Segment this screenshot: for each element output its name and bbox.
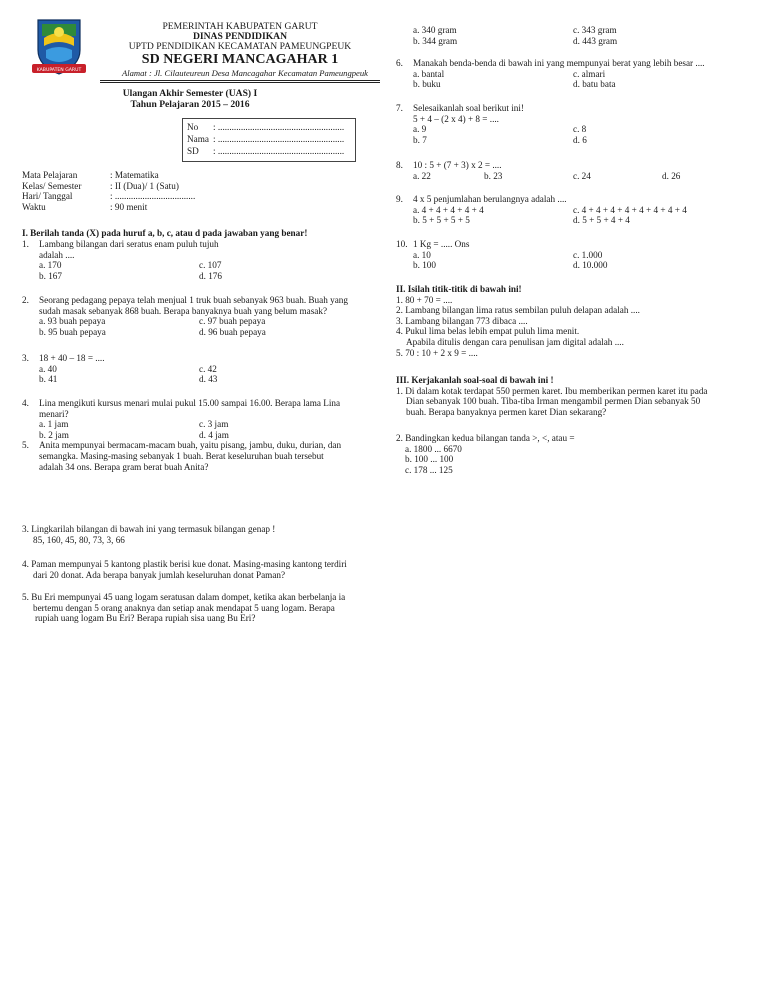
option-c[interactable]: c. 42 (199, 363, 217, 374)
option-b[interactable]: b. 7 (413, 134, 427, 145)
section-1-title: I. Berilah tanda (X) pada huruf a, b, c, atau d pada jawaban yang benar! (22, 228, 308, 238)
option-d[interactable]: d. 443 gram (573, 35, 618, 46)
option-c[interactable]: c. 8 (573, 124, 587, 135)
essay-text: 85, 160, 45, 80, 73, 3, 66 (33, 534, 125, 545)
logo-banner-text: KABUPATEN GARUT (36, 68, 82, 73)
option-b[interactable]: b. 95 buah pepaya (39, 326, 106, 337)
q-number: 7. (396, 103, 403, 113)
option-d[interactable]: d. 43 (199, 374, 218, 385)
option-b[interactable]: b. 5 + 5 + 5 + 5 (413, 215, 470, 226)
q-number: 5. (22, 440, 29, 451)
header-divider (100, 80, 380, 81)
header-department: DINAS PENDIDIKAN (192, 31, 288, 42)
q-text: Selesaikanlah soal berikut ini! (413, 103, 524, 113)
option-d[interactable]: d. 4 jam (199, 429, 229, 440)
option-a[interactable]: a. 340 gram (413, 25, 457, 35)
id-row-sd: SD : ....................................................... (187, 146, 345, 156)
exam-year: Tahun Pelajaran 2015 – 2016 (130, 99, 250, 110)
option-a[interactable]: a. bantal (413, 68, 445, 79)
id-no-field[interactable]: : ....................................................... (213, 122, 345, 132)
essay-text: a. 1800 ... 6670 (405, 443, 462, 454)
essay-5 (22, 592, 382, 624)
id-sd-field[interactable]: : ....................................................... (213, 146, 345, 156)
option-b[interactable]: b. 41 (39, 374, 58, 385)
option-c[interactable]: c. 97 buah pepaya (199, 316, 266, 327)
essay-text: 4. Paman mempunyai 5 kantong plastik berisi kue donat. Masing-masing kantong terdiri (22, 559, 347, 569)
fill-item: Apabila ditulis dengan cara penulisan jam digital adalah .... (406, 336, 624, 347)
question-6 (396, 58, 756, 90)
essay-text: c. 178 ... 125 (405, 464, 453, 475)
q-text: menari? (39, 408, 69, 419)
option-d[interactable]: d. 6 (573, 134, 587, 145)
q-number: 2. (22, 295, 29, 305)
q-text: Lina mengikuti kursus menari mulai pukul 15.00 sampai 16.00. Berapa lama Lina (39, 398, 341, 408)
option-b[interactable]: b. buku (413, 79, 441, 90)
q-number: 1. (22, 239, 29, 249)
essay-text: 3. Lingkarilah bilangan di bawah ini yang termasuk bilangan genap ! (22, 524, 276, 534)
question-9 (396, 194, 756, 226)
essay-text: 2. Bandingkan kedua bilangan tanda >, <, atau = (396, 433, 575, 443)
header-divider-2 (100, 82, 380, 83)
q-text: adalah 34 ons. Berapa gram berat buah Anita? (39, 461, 209, 472)
q-text: Anita mempunyai bermacam-macam buah, yaitu pisang, jambu, duku, durian, dan (39, 440, 342, 451)
q-text: Manakah benda-benda di bawah ini yang mempunyai berat yang lebih besar .... (413, 58, 705, 68)
essay-text: dari 20 donat. Ada berapa banyak jumlah keseluruhan donat Paman? (33, 569, 286, 580)
id-nama-field[interactable]: : ....................................................... (213, 134, 345, 144)
option-c[interactable]: c. 3 jam (199, 419, 229, 430)
question-4 (22, 398, 382, 472)
option-d[interactable]: d. batu bata (573, 79, 616, 90)
essay-text: buah. Berapa banyaknya permen karet Dian sekarang? (406, 406, 607, 417)
essay-text: 1. Di dalam kotak terdapat 550 permen karet. Ibu memberikan permen karet itu pada (396, 385, 708, 396)
exam-info (22, 170, 195, 212)
q-text: 10 : 5 + (7 + 3) x 2 = .... (413, 160, 502, 170)
option-c[interactable]: c. 4 + 4 + 4 + 4 + 4 + 4 + 4 + 4 (573, 204, 687, 215)
option-c[interactable]: c. 107 (199, 260, 222, 271)
q-number: 4. (22, 398, 29, 408)
essay-4 (22, 559, 382, 580)
option-a[interactable]: a. 22 (413, 170, 431, 181)
essay-text: bertemu dengan 5 orang anaknya dan setiap anak mendapat 5 uang logam. Berapa (33, 602, 335, 613)
info-value: : 90 menit (110, 201, 148, 212)
fill-item: 1. 80 + 70 = .... (396, 294, 453, 305)
option-d[interactable]: d. 10.000 (573, 260, 608, 271)
section-2 (396, 284, 756, 358)
id-row-no: No : ....................................................... (187, 122, 345, 132)
student-id-box (182, 118, 356, 162)
essay-text: b. 100 ... 100 (405, 454, 454, 465)
q-text: 5 + 4 – (2 x 4) + 8 = .... (413, 113, 499, 124)
info-label: Kelas/ Semester (22, 180, 82, 191)
option-c[interactable]: c. almari (573, 68, 606, 79)
question-7 (396, 103, 756, 145)
option-b[interactable]: b. 167 (39, 270, 62, 281)
essay-text: 5. Bu Eri mempunyai 45 uang logam seratusan dalam dompet, ketika akan berbelanja ia (22, 592, 346, 602)
option-d[interactable]: d. 96 buah pepaya (199, 326, 266, 337)
section-3-title: III. Kerjakanlah soal-soal di bawah ini ! (396, 375, 554, 385)
q-number: 6. (396, 58, 403, 68)
school-logo (30, 16, 88, 78)
q-number: 9. (396, 194, 403, 204)
question-10 (396, 239, 756, 271)
question-2 (22, 295, 382, 337)
fill-item: 3. Lambang bilangan 773 dibaca .... (396, 315, 528, 326)
option-d[interactable]: d. 26 (662, 170, 681, 181)
option-b[interactable]: b. 2 jam (39, 429, 69, 440)
option-b[interactable]: b. 23 (484, 170, 503, 181)
question-5-options (413, 25, 753, 46)
info-value: : II (Dua)/ 1 (Satu) (110, 180, 179, 191)
school-name: SD NEGERI MANCAGAHAR 1 (141, 52, 339, 67)
q-number: 8. (396, 160, 403, 170)
option-a[interactable]: a. 10 (413, 249, 431, 260)
option-c[interactable]: c. 24 (573, 170, 591, 181)
q-text: semangka. Masing-masing sebanyak 1 buah. Berat keseluruhan buah tersebut (39, 450, 324, 461)
essay-3 (22, 524, 382, 545)
option-a[interactable]: a. 170 (39, 260, 62, 271)
q-number: 3. (22, 353, 29, 363)
option-a[interactable]: a. 1 jam (39, 419, 69, 430)
option-b[interactable]: b. 344 gram (413, 35, 458, 46)
option-a[interactable]: a. 93 buah pepaya (39, 316, 106, 327)
info-date-field[interactable]: : ................................... (110, 191, 196, 201)
info-label: Hari/ Tanggal (22, 191, 73, 201)
section-2-title: II. Isilah titik-titik di bawah ini! (396, 284, 522, 294)
option-b[interactable]: b. 100 (413, 260, 436, 271)
option-a[interactable]: a. 40 (39, 363, 57, 374)
option-d[interactable]: d. 176 (199, 270, 222, 281)
q-text: adalah .... (39, 249, 75, 260)
info-label: Mata Pelajaran (22, 170, 78, 180)
info-label: Waktu (22, 201, 46, 212)
question-8 (396, 160, 756, 181)
exam-title: Ulangan Akhir Semester (UAS) I (122, 88, 258, 99)
essay-text: Dian sebanyak 100 buah. Tiba-tiba Irman mengambil permen Dian sebanyak 50 (406, 396, 701, 407)
option-a[interactable]: a. 9 (413, 124, 427, 135)
fill-item: 4. Pukul lima belas lebih empat puluh lima menit. (396, 326, 580, 337)
option-c[interactable]: c. 1.000 (573, 249, 603, 260)
q-text: 18 + 40 – 18 = .... (39, 353, 105, 363)
option-a[interactable]: a. 4 + 4 + 4 + 4 + 4 (413, 204, 484, 215)
question-1 (22, 239, 382, 281)
fill-item: 5. 70 : 10 + 2 x 9 = .... (396, 347, 478, 358)
q-text: sudah masak sebanyak 868 buah. Berapa banyaknya buah yang belum masak? (39, 305, 328, 316)
option-d[interactable]: d. 5 + 5 + 4 + 4 (573, 215, 630, 226)
option-c[interactable]: c. 343 gram (573, 25, 617, 35)
question-3 (22, 353, 382, 385)
id-row-nama: Nama : ....................................................... (187, 134, 345, 144)
q-text: Seorang pedagang pepaya telah menjual 1 truk buah sebanyak 963 buah. Buah yang (39, 295, 348, 305)
essay-text: rupiah uang logam Bu Eri? Berapa rupiah sisa uang Bu Eri? (35, 613, 256, 624)
school-address: Alamat : Jl. Cilauteureun Desa Mancagahar Kecamatan Pameungpeuk (122, 68, 368, 78)
fill-item: 2. Lambang bilangan lima ratus sembilan puluh delapan adalah .... (396, 305, 640, 316)
q-text: Lambang bilangan dari seratus enam puluh tujuh (39, 239, 219, 249)
q-text: 1 Kg = ..... Ons (413, 239, 470, 249)
essay-2 (396, 433, 756, 475)
q-text: 4 x 5 penjumlahan berulangnya adalah .... (413, 194, 567, 204)
header-uptd: UPTD PENDIDIKAN KECAMATAN PAMEUNGPEUK (128, 41, 352, 52)
header-government: PEMERINTAH KABUPATEN GARUT (162, 21, 318, 32)
section-3 (396, 375, 766, 417)
q-number: 10. (396, 239, 408, 249)
info-value: : Matematika (110, 170, 159, 180)
